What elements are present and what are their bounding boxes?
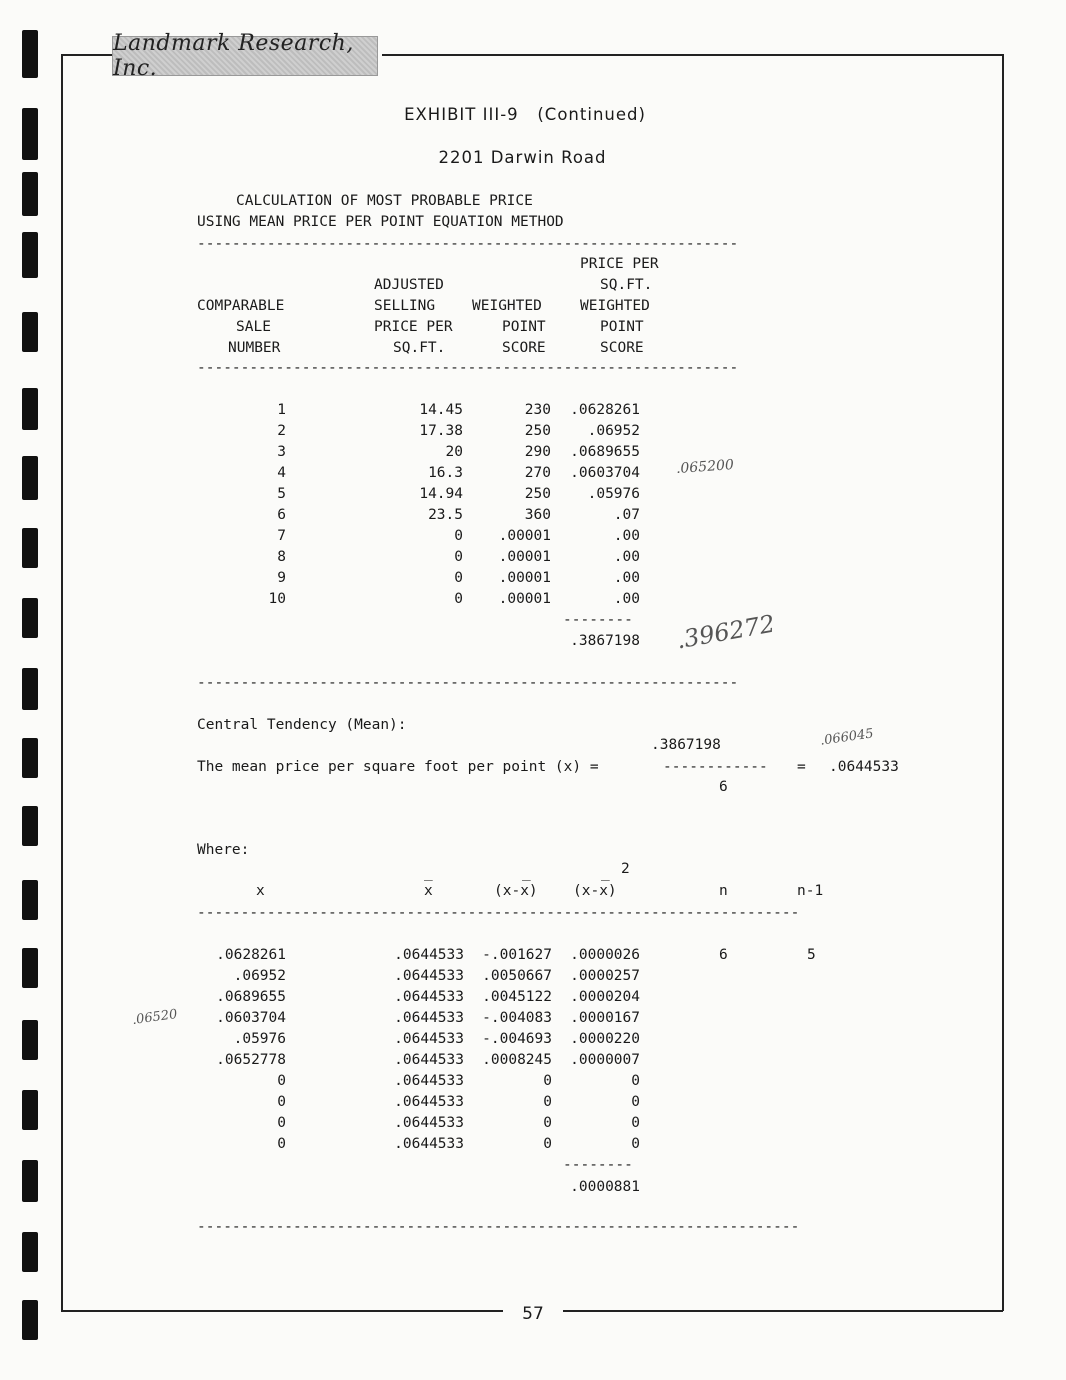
header-sqft: SQ.FT. <box>393 340 446 356</box>
table1-total: .3867198 <box>570 633 640 649</box>
squared-deviation: .0000167 <box>570 1010 640 1026</box>
x-value: 0 <box>277 1073 286 1089</box>
handwritten-note-mean: .066045 <box>819 726 875 749</box>
squared-deviation: 0 <box>631 1136 640 1152</box>
price-per-sqft: 20 <box>445 444 463 460</box>
header-selling: SELLING <box>374 298 436 314</box>
x-value: .0603704 <box>216 1010 286 1026</box>
sale-number: 8 <box>277 549 286 565</box>
deviation: 0 <box>543 1136 552 1152</box>
x-value: .06952 <box>233 968 286 984</box>
n-minus-1-value: 5 <box>807 947 816 963</box>
mean-result: .0644533 <box>829 759 899 775</box>
squared-deviation: 0 <box>631 1094 640 1110</box>
weighted-score: .00001 <box>498 549 551 565</box>
handwritten-note-row4: .065200 <box>675 456 735 478</box>
weighted-score: .00001 <box>498 591 551 607</box>
deviation: -.001627 <box>482 947 552 963</box>
price-per-sqft: 14.45 <box>419 402 463 418</box>
x-value: 0 <box>277 1094 286 1110</box>
squared-deviation: .0000257 <box>570 968 640 984</box>
header-number: NUMBER <box>228 340 281 356</box>
weighted-score: .00001 <box>498 528 551 544</box>
header-n: n <box>719 883 728 899</box>
ppsf-per-point: .05976 <box>587 486 640 502</box>
mean-numerator: .3867198 <box>651 737 721 753</box>
header-weighted: WEIGHTED <box>472 298 542 314</box>
price-per-sqft: 23.5 <box>428 507 463 523</box>
sale-number: 2 <box>277 423 286 439</box>
calc-title-2: USING MEAN PRICE PER POINT EQUATION METHOD <box>197 214 564 230</box>
fraction-bar: ------------ <box>663 759 768 775</box>
mean-sentence: The mean price per square foot per point (x) = <box>197 759 599 775</box>
header-ppsf-weighted: WEIGHTED <box>580 298 650 314</box>
sum-rule: -------- <box>563 612 633 628</box>
mean-equals: = <box>797 759 806 775</box>
weighted-score: .00001 <box>498 570 551 586</box>
deviation: 0 <box>543 1115 552 1131</box>
ppsf-per-point: .06952 <box>587 423 640 439</box>
ppsf-per-point: .00 <box>613 549 640 565</box>
exhibit-title: EXHIBIT III-9 (Continued) <box>404 105 646 124</box>
page-number: 57 <box>522 1304 544 1324</box>
address: 2201 Darwin Road <box>438 148 607 167</box>
header-price-per: PRICE PER <box>374 319 453 335</box>
handwritten-note-total: .396272 <box>674 609 777 655</box>
deviation: .0045122 <box>482 989 552 1005</box>
price-per-sqft: 0 <box>454 570 463 586</box>
overbar-diff: _ <box>522 865 531 881</box>
price-per-sqft: 14.94 <box>419 486 463 502</box>
header-ppsf-price-per: PRICE PER <box>580 256 659 272</box>
header-adjusted: ADJUSTED <box>374 277 444 293</box>
ppsf-per-point: .0603704 <box>570 465 640 481</box>
table2-total: .0000881 <box>570 1179 640 1195</box>
x-value: 0 <box>277 1115 286 1131</box>
deviation: .0050667 <box>482 968 552 984</box>
sale-number: 6 <box>277 507 286 523</box>
central-tendency-label: Central Tendency (Mean): <box>197 717 407 733</box>
where-label: Where: <box>197 842 250 858</box>
handwritten-note-table2: .06520 <box>131 1006 179 1029</box>
x-value: 0 <box>277 1136 286 1152</box>
header-x: x <box>256 883 265 899</box>
squared-deviation: .0000007 <box>570 1052 640 1068</box>
mean-value: .0644533 <box>394 1073 464 1089</box>
n-value: 6 <box>719 947 728 963</box>
ppsf-per-point: .00 <box>613 528 640 544</box>
header-exponent: 2 <box>621 861 630 877</box>
mean-value: .0644533 <box>394 1052 464 1068</box>
mean-value: .0644533 <box>394 968 464 984</box>
sale-number: 3 <box>277 444 286 460</box>
header-n-minus-1: n-1 <box>797 883 824 899</box>
ppsf-per-point: .07 <box>613 507 640 523</box>
x-value: .0652778 <box>216 1052 286 1068</box>
price-per-sqft: 0 <box>454 528 463 544</box>
price-per-sqft: 0 <box>454 549 463 565</box>
price-per-sqft: 17.38 <box>419 423 463 439</box>
header-point: POINT <box>502 319 546 335</box>
ppsf-per-point: .00 <box>613 591 640 607</box>
deviation: .0008245 <box>482 1052 552 1068</box>
sale-number: 5 <box>277 486 286 502</box>
divider: --------------------------------------------------------------------- <box>197 1219 800 1235</box>
weighted-score: 250 <box>524 486 551 502</box>
x-value: .05976 <box>233 1031 286 1047</box>
squared-deviation: 0 <box>631 1073 640 1089</box>
company-logo: Landmark Research, Inc. <box>112 36 378 76</box>
deviation: 0 <box>543 1094 552 1110</box>
header-sale: SALE <box>236 319 271 335</box>
header-ppsf-score: SCORE <box>600 340 644 356</box>
header-diffsq: (x-x) <box>573 883 617 899</box>
divider: -------------------------------------------------------------- <box>197 236 739 252</box>
mean-value: .0644533 <box>394 1010 464 1026</box>
mean-value: .0644533 <box>394 989 464 1005</box>
mean-denominator: 6 <box>719 779 728 795</box>
weighted-score: 290 <box>524 444 551 460</box>
squared-deviation: .0000026 <box>570 947 640 963</box>
header-ppsf-sqft: SQ.FT. <box>600 277 653 293</box>
squared-deviation: .0000220 <box>570 1031 640 1047</box>
header-diff: (x-x) <box>494 883 538 899</box>
header-ppsf-point: POINT <box>600 319 644 335</box>
overbar-xbar: _ <box>424 865 433 881</box>
sale-number: 7 <box>277 528 286 544</box>
mean-value: .0644533 <box>394 947 464 963</box>
deviation: -.004693 <box>482 1031 552 1047</box>
weighted-score: 250 <box>524 423 551 439</box>
weighted-score: 270 <box>524 465 551 481</box>
sale-number: 4 <box>277 465 286 481</box>
overbar-diffsq: _ <box>601 865 610 881</box>
price-per-sqft: 16.3 <box>428 465 463 481</box>
squared-deviation: 0 <box>631 1115 640 1131</box>
header-score: SCORE <box>502 340 546 356</box>
squared-deviation: .0000204 <box>570 989 640 1005</box>
ppsf-per-point: .0689655 <box>570 444 640 460</box>
weighted-score: 360 <box>524 507 551 523</box>
price-per-sqft: 0 <box>454 591 463 607</box>
mean-value: .0644533 <box>394 1115 464 1131</box>
mean-value: .0644533 <box>394 1094 464 1110</box>
calc-title-1: CALCULATION OF MOST PROBABLE PRICE <box>236 193 533 209</box>
sale-number: 1 <box>277 402 286 418</box>
x-value: .0628261 <box>216 947 286 963</box>
divider: -------------------------------------------------------------- <box>197 675 739 691</box>
divider: --------------------------------------------------------------------- <box>197 905 800 921</box>
header-xbar: x <box>424 883 433 899</box>
sum-rule: -------- <box>563 1157 633 1173</box>
sale-number: 10 <box>268 591 286 607</box>
deviation: 0 <box>543 1073 552 1089</box>
weighted-score: 230 <box>524 402 551 418</box>
ppsf-per-point: .0628261 <box>570 402 640 418</box>
ppsf-per-point: .00 <box>613 570 640 586</box>
sale-number: 9 <box>277 570 286 586</box>
divider: -------------------------------------------------------------- <box>197 360 739 376</box>
x-value: .0689655 <box>216 989 286 1005</box>
header-comparable: COMPARABLE <box>197 298 285 314</box>
deviation: -.004083 <box>482 1010 552 1026</box>
mean-value: .0644533 <box>394 1031 464 1047</box>
mean-value: .0644533 <box>394 1136 464 1152</box>
